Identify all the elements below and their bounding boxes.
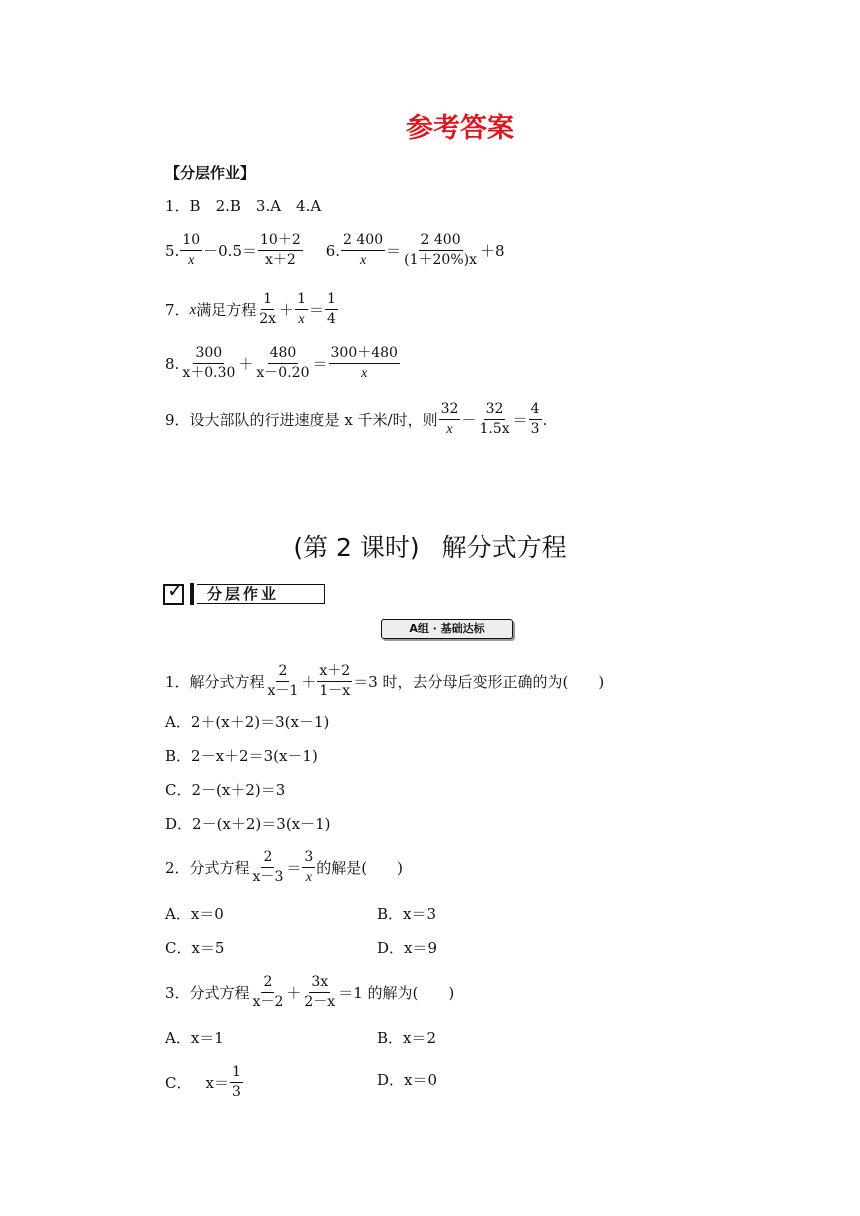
question-2-option-d: D．x＝9 xyxy=(377,939,438,957)
fraction: $\frac{3}{x}$ xyxy=(304,849,314,885)
question-1-stem: 1．解分式方程 $\frac{2}{x-1}$ ＋ $\frac{x+2}{1-x}$ ＝3 时，去分母后变形正确的为( ) xyxy=(165,663,605,699)
fraction: $\frac{32}{1.5x}$ xyxy=(479,401,510,437)
fraction: $\frac{10+2}{x+2}$ xyxy=(260,232,301,268)
checkbox-icon: ✓ xyxy=(163,584,184,605)
fraction: $\frac{x+2}{1-x}$ xyxy=(319,663,351,699)
lesson-title: (第 2 课时) 解分式方程 xyxy=(293,533,567,562)
fraction: $\frac{3x}{2-x}$ xyxy=(304,974,336,1010)
question-3-option-a: A．x＝1 xyxy=(165,1029,224,1047)
question-1-option-d: D．2－(x＋2)＝3(x－1) xyxy=(165,815,331,833)
fraction: $\frac{2}{x-3}$ xyxy=(252,849,284,885)
answer-title: 参考答案 xyxy=(406,113,514,144)
question-3-stem: 3．分式方程 $\frac{2}{x-2}$ ＋ $\frac{3x}{2-x}$ ＝1 的解为( ) xyxy=(165,974,455,1010)
question-1-option-a: A．2＋(x＋2)＝3(x－1) xyxy=(165,713,330,731)
question-1-option-c: C．2－(x＋2)＝3 xyxy=(165,781,286,799)
answer-section-label: 【分层作业】 xyxy=(165,164,256,182)
question-2-option-c: C．x＝5 xyxy=(165,939,225,957)
fraction: $\frac{1}{4}$ xyxy=(327,291,336,327)
fraction: $\frac{32}{x}$ xyxy=(440,401,459,437)
group-tag: A组 · 基础达标 xyxy=(381,619,513,639)
fraction: $\frac{2 400}{(1+20\%)x}$ xyxy=(404,232,477,268)
answer-line-1: 1．B 2.B 3.A 4.A xyxy=(165,197,322,215)
answer-line-9: 9．设大部队的行进速度是 x 千米/时，则 $\frac{32}{x}$ － $\frac{32}{1.5x}$ ＝ $\frac{4}{3}$ . xyxy=(165,401,548,437)
banner-bar xyxy=(190,583,194,605)
question-2-option-b: B．x＝3 xyxy=(377,905,437,923)
banner-label: 分层作业 xyxy=(197,584,325,604)
question-2-stem: 2．分式方程 $\frac{2}{x-3}$ ＝ $\frac{3}{x}$ 的解是( ) xyxy=(165,849,404,885)
fraction: $\frac{2}{x-1}$ xyxy=(267,663,299,699)
answer-line-7: 7．x满足方程 $\frac{1}{2x}$ ＋ $\frac{1}{x}$ ＝ $\frac{1}{4}$ xyxy=(165,291,336,327)
answer-line-8: 8. $\frac{300}{x+0.30}$ ＋ $\frac{480}{x-0.20}$ ＝ $\frac{300+480}{x}$ xyxy=(165,345,398,381)
fraction: $\frac{300+480}{x}$ xyxy=(330,345,398,381)
question-3-option-b: B．x＝2 xyxy=(377,1029,437,1047)
fraction: $\frac{10}{x}$ xyxy=(182,232,201,268)
fraction: $\frac{300}{x+0.30}$ xyxy=(182,345,236,381)
fraction: $\frac{2}{x-2}$ xyxy=(252,974,284,1010)
fraction: $\frac{1}{3}$ xyxy=(231,1064,241,1100)
answer-line-5-6: 5. $\frac{10}{x}$ －0.5＝ $\frac{10+2}{x+2}$ 6. $\frac{2 400}{x}$ ＝ $\frac{2 400}{(1+20\%)x}$ ＋8 xyxy=(165,232,505,268)
fraction: $\frac{2 400}{x}$ xyxy=(343,232,384,268)
fraction: $\frac{4}{3}$ xyxy=(530,401,540,437)
fraction: $\frac{1}{x}$ xyxy=(297,291,306,327)
question-1-option-b: B．2－x＋2＝3(x－1) xyxy=(165,747,318,765)
fraction: $\frac{1}{2x}$ xyxy=(259,291,277,327)
question-2-option-a: A．x＝0 xyxy=(165,905,224,923)
fraction: $\frac{480}{x-0.20}$ xyxy=(256,345,310,381)
homework-banner xyxy=(163,577,325,606)
question-3-option-c: C． x＝ $\frac{1}{3}$ xyxy=(165,1064,241,1100)
question-3-option-d: D．x＝0 xyxy=(377,1071,438,1089)
